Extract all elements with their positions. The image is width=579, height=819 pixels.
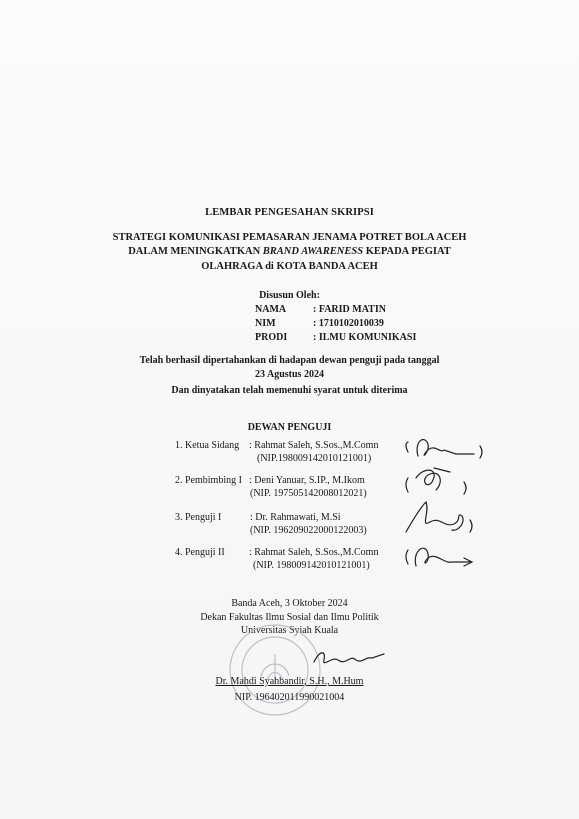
examiner-2-role: 2. Pembimbing I xyxy=(175,475,242,486)
examiner-1-nip: (NIP.198009142010121001) xyxy=(257,453,372,464)
university-name: Universitas Syiah Kuala xyxy=(240,625,339,636)
defense-date: 23 Agustus 2024 xyxy=(255,369,324,380)
signature-4-stroke xyxy=(415,548,470,566)
examiner-1-name: : Rahmat Saleh, S.Sos.,M.Comn xyxy=(249,440,379,451)
examiner-3-role: 3. Penguji I xyxy=(175,512,222,523)
dean-name: Dr. Mahdi Syahbandir, S.H., M.Hum xyxy=(215,676,364,687)
dean-title: Dekan Fakultas Ilmu Sosial dan Ilmu Politik xyxy=(200,612,379,623)
signature-3-stroke xyxy=(406,502,463,532)
prepared-by-label: Disusun Oleh: xyxy=(259,290,320,301)
defense-statement-1: Telah berhasil dipertahankan di hadapan dewan penguji pada tanggal xyxy=(139,355,440,366)
thesis-title-line-2-italic: BRAND AWARENESS xyxy=(262,246,364,257)
dean-signature xyxy=(306,638,396,678)
place-date: Banda Aceh, 3 Oktober 2024 xyxy=(231,598,348,609)
document-title: LEMBAR PENGESAHAN SKRIPSI xyxy=(205,207,374,218)
examiner-4-role: 4. Penguji II xyxy=(175,547,225,558)
signature-1-open-paren xyxy=(406,442,408,452)
examiner-4-nip: (NIP. 198009142010121001) xyxy=(253,560,370,571)
nim-value: : 1710102010039 xyxy=(313,318,384,329)
thesis-title-line-2-a: DALAM MENINGKATKAN xyxy=(128,246,263,257)
thesis-title-line-1: STRATEGI KOMUNIKASI PEMASARAN JENAMA POTRET BOLA ACEH xyxy=(112,232,467,243)
examiner-1-role: 1. Ketua Sidang xyxy=(175,440,240,451)
signature-2-stroke xyxy=(416,468,450,490)
defense-statement-2: Dan dinyatakan telah memenuhi syarat untuk diterima xyxy=(171,385,408,396)
examiner-4-name: : Rahmat Saleh, S.Sos.,M.Comn xyxy=(249,547,379,558)
examiner-signatures xyxy=(400,432,520,572)
signature-4-open-paren xyxy=(406,550,408,564)
name-value: : FARID MATIN xyxy=(313,304,386,315)
thesis-title-line-2 xyxy=(0,246,579,257)
nim-label: NIM xyxy=(255,318,276,329)
prodi-label: PRODI xyxy=(255,332,288,343)
examiner-2-nip: (NIP. 197505142008012021) xyxy=(250,488,367,499)
examiners-heading: DEWAN PENGUJI xyxy=(247,422,332,433)
signature-3-close-paren xyxy=(470,520,472,532)
signature-1-stroke xyxy=(417,440,474,456)
signature-2-open-paren xyxy=(406,478,408,492)
signature-1-close-paren xyxy=(480,446,482,458)
name-label: NAMA xyxy=(255,304,287,315)
thesis-title-line-2-b: KEPADA PEGIAT xyxy=(363,246,451,257)
examiner-2-name: : Deni Yanuar, S.IP., M.Ikom xyxy=(249,475,365,486)
signature-2-close-paren xyxy=(464,482,466,494)
dean-nip: NIP. 196402011990021004 xyxy=(234,692,345,703)
examiner-3-name: : Dr. Rahmawati, M.Si xyxy=(250,512,341,523)
thesis-title-line-3: OLAHRAGA di KOTA BANDA ACEH xyxy=(201,261,378,272)
examiner-3-nip: (NIP. 196209022000122003) xyxy=(250,525,367,536)
prodi-value: : ILMU KOMUNIKASI xyxy=(313,332,417,343)
